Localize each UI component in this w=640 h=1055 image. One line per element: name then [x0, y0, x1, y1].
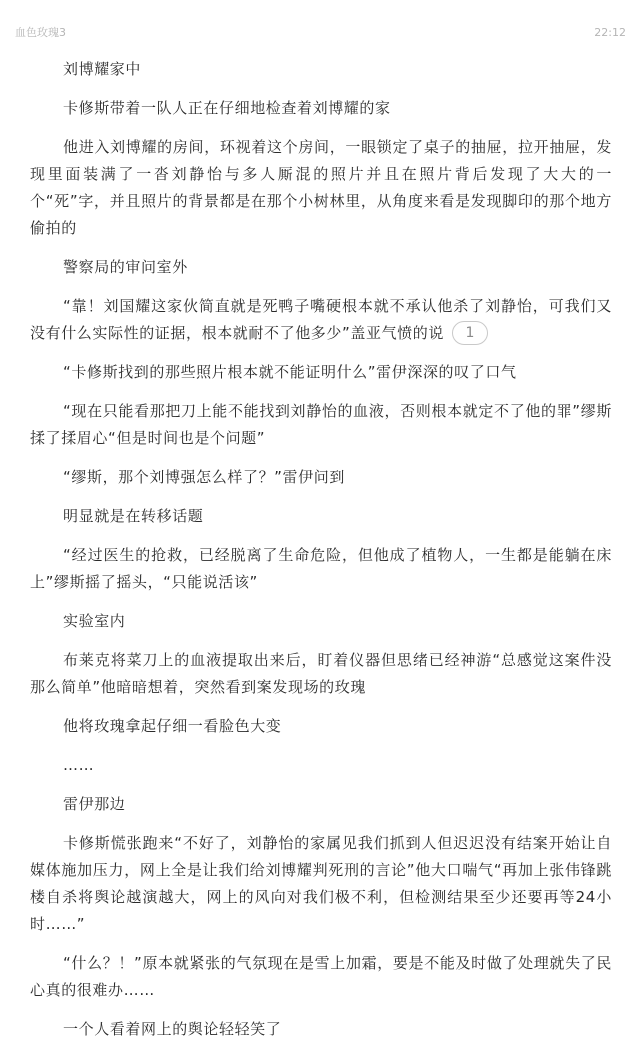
paragraph — [30, 752, 612, 779]
paragraph — [30, 293, 612, 347]
status-bar — [0, 0, 640, 40]
paragraph-text: “什么？！”原本就紧张的气氛现在是雪上加霜，要是不能及时做了处理就失了民心真的很难办…… — [30, 954, 612, 999]
paragraph — [30, 95, 612, 122]
book-title: 血色玫瑰3 — [15, 26, 66, 39]
paragraph — [30, 464, 612, 491]
paragraph — [30, 608, 612, 635]
paragraph-text: 雷伊那边 — [63, 795, 126, 813]
paragraph-text: “现在只能看那把刀上能不能找到刘静怡的血液，否则根本就定不了他的罪”缪斯揉了揉眉心“但是时间也是个问题” — [30, 402, 612, 447]
paragraph-text: 警察局的审问室外 — [63, 258, 188, 276]
paragraph-text: 刘博耀家中 — [63, 60, 142, 78]
paragraph-text: 实验室内 — [63, 612, 126, 630]
paragraph-text: 卡修斯带着一队人正在仔细地检查着刘博耀的家 — [63, 99, 391, 117]
paragraph-text: 明显就是在转移话题 — [63, 507, 204, 525]
paragraph-text: “缪斯，那个刘博强怎么样了？”雷伊问到 — [63, 468, 345, 486]
paragraph — [30, 56, 612, 83]
paragraph-text: “卡修斯找到的那些照片根本就不能证明什么”雷伊深深的叹了口气 — [63, 363, 517, 381]
chapter-content — [30, 56, 612, 1055]
paragraph-comment-badge[interactable]: 1 — [452, 321, 488, 345]
paragraph — [30, 503, 612, 530]
paragraph — [30, 791, 612, 818]
paragraph — [30, 950, 612, 1004]
paragraph — [30, 359, 612, 386]
paragraph — [30, 398, 612, 452]
paragraph-text: 布莱克将菜刀上的血液提取出来后，盯着仪器但思绪已经神游“总感觉这案件没那么简单”他暗暗想着，突然看到案发现场的玫瑰 — [30, 651, 612, 696]
paragraph — [30, 830, 612, 938]
paragraph-text: 他将玫瑰拿起仔细一看脸色大变 — [63, 717, 282, 735]
paragraph-text: …… — [63, 756, 95, 774]
paragraph — [30, 134, 612, 242]
paragraph-text: 他进入刘博耀的房间，环视着这个房间，一眼锁定了桌子的抽屉，拉开抽屉，发现里面装满了一沓刘静怡与多人厮混的照片并且在照片背后发现了大大的一个“死”字，并且照片的背景都是在那个小树林里，从角度来看是发现脚印的那个地方偷拍的 — [30, 138, 612, 237]
paragraph — [30, 1016, 612, 1043]
paragraph-text: 一个人看着网上的舆论轻轻笑了 — [63, 1020, 282, 1038]
paragraph-text: “靠！刘国耀这家伙简直就是死鸭子嘴硬根本就不承认他杀了刘静怡，可我们又没有什么实际性的证据，根本就耐不了他多少”盖亚气愤的说 — [30, 297, 612, 342]
paragraph — [30, 713, 612, 740]
paragraph — [30, 647, 612, 701]
clock: 22:12 — [594, 26, 626, 39]
paragraph-text: “经过医生的抢救，已经脱离了生命危险，但他成了植物人，一生都是能躺在床上”缪斯摇了摇头，“只能说活该” — [30, 546, 612, 591]
paragraph — [30, 254, 612, 281]
paragraph — [30, 542, 612, 596]
paragraph-text: 卡修斯慌张跑来“不好了，刘静怡的家属见我们抓到人但迟迟没有结案开始让自媒体施加压力，网上全是让我们给刘博耀判死刑的言论”他大口喘气“再加上张伟锋跳楼自杀将舆论越演越大，网上的风向对我们极不利，但检测结果至少还要再等24小时……” — [30, 834, 612, 933]
